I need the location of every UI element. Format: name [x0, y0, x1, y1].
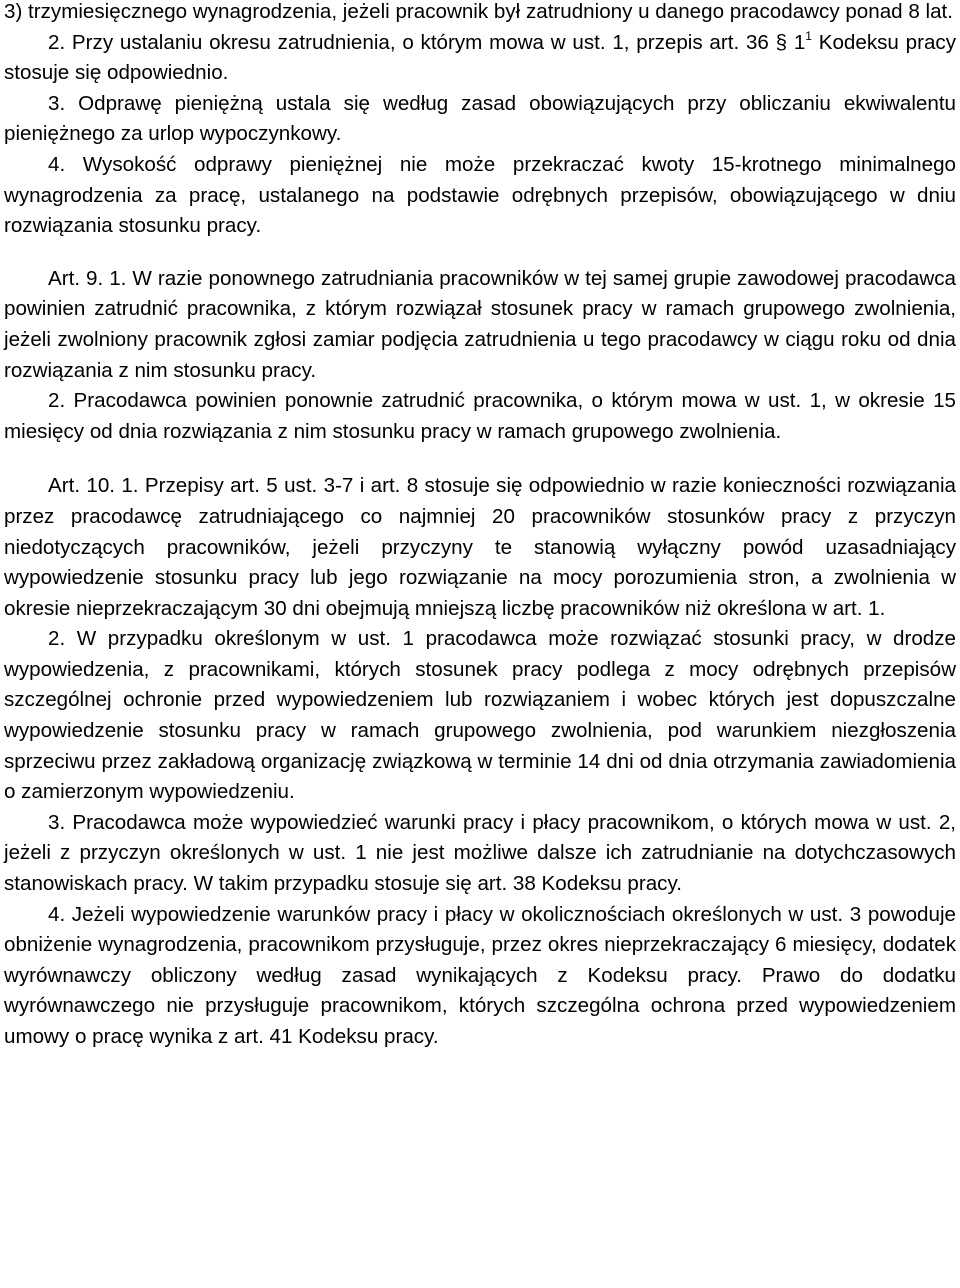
article-10-sect-4: 4. Jeżeli wypowiedzenie warunków pracy i płacy w okolicznościach określonych w ust. 3 powoduje obniżenie wynagrodzenia, pracownikom przysługuje, przez okres nieprzekraczający 6 miesięcy, dodatek wyrównawczy obliczony według zasad wynikających z Kodeksu pracy. Prawo do dodatku wyrównawczego nie przysługuje pracownikom, których szczególna ochrona przed wypowiedzeniem umowy o pracę wynika z art. 41 Kodeksu pracy.: [4, 902, 956, 1048]
paragraph-sect-3: 3. Odprawę pieniężną ustala się według zasad obowiązujących przy obliczaniu ekwiwalentu pieniężnego za urlop wypoczynkowy.: [4, 91, 956, 146]
paragraph-sect-2: [4, 28, 956, 89]
sect-2-text: 2. Przy ustalaniu okresu zatrudnienia, o którym mowa w ust. 1, przepis art. 36 § 1: [48, 30, 806, 54]
section-gap: [4, 447, 956, 471]
article-9-sect-2: 2. Pracodawca powinien ponownie zatrudnić pracownika, o którym mowa w ust. 1, w okresie 15 miesięcy od dnia rozwiązania z nim stosunku pracy w ramach grupowego zwolnienia.: [4, 389, 956, 443]
article-10-sect-1: Art. 10. 1. Przepisy art. 5 ust. 3-7 i art. 8 stosuje się odpowiednio w razie konieczności rozwiązania przez pracodawcę zatrudniającego co najmniej 20 pracowników stosunków pracy z przyczyn niedotyczących pracowników, jeżeli przyczyny te stanowią wyłączny powód uzasadniający wypowiedzenie stosunku pracy lub jego rozwiązanie na mocy porozumienia stron, a zwolnienia w okresie nieprzekraczającym 30 dni obejmują mniejszą liczbę pracowników niż określona w art. 1.: [4, 474, 956, 620]
article-10-sect-2: 2. W przypadku określonym w ust. 1 pracodawca może rozwiązać stosunki pracy, w drodze wypowiedzenia, z pracownikami, których stosunek pracy podlega z mocy odrębnych przepisów szczególnej ochronie przed wypowiedzeniem lub rozwiązaniem i wobec których jest dopuszczalne wypowiedzenie stosunku pracy w ramach grupowego zwolnienia, pod warunkiem niezgłoszenia sprzeciwu przez zakładową organizację związkową w terminie 14 dni od dnia otrzymania zawiadomienia o zamierzonym wypowiedzeniu.: [4, 627, 956, 804]
superscript: 1: [805, 28, 812, 43]
article-10-sect-3: 3. Pracodawca może wypowiedzieć warunki pracy i płacy pracownikom, o których mowa w ust. 2, jeżeli z przyczyn określonych w ust. 1 nie jest możliwe dalsze ich zatrudnianie na dotychczasowych stanowiskach pracy. W takim przypadku stosuje się art. 38 Kodeksu pracy.: [4, 810, 956, 896]
article-9-sect-1: Art. 9. 1. W razie ponownego zatrudniania pracowników w tej samej grupie zawodowej pracodawca powinien zatrudnić pracownika, z którym rozwiązał stosunek pracy w ramach grupowego zwolnienia, jeżeli zwolniony pracownik zgłosi zamiar podjęcia zatrudnienia u tego pracodawcy w ciągu roku od dnia rozwiązania z nim stosunku pracy.: [4, 266, 956, 382]
document-page: [4, 0, 956, 1053]
paragraph-sect-4: 4. Wysokość odprawy pieniężnej nie może przekraczać kwoty 15-krotnego minimalnego wynagrodzenia za pracę, ustalanego na podstawie odrębnych przepisów, obowiązującego w dniu rozwiązania stosunku pracy.: [4, 152, 956, 238]
section-gap: [4, 242, 956, 264]
sect-2-tail: Kodeksu pracy stosuje się odpowiednio.: [4, 30, 957, 85]
paragraph-item-3: 3) trzymiesięcznego wynagrodzenia, jeżeli pracownik był zatrudniony u danego pracodawcy ponad 8 lat.: [4, 0, 953, 23]
